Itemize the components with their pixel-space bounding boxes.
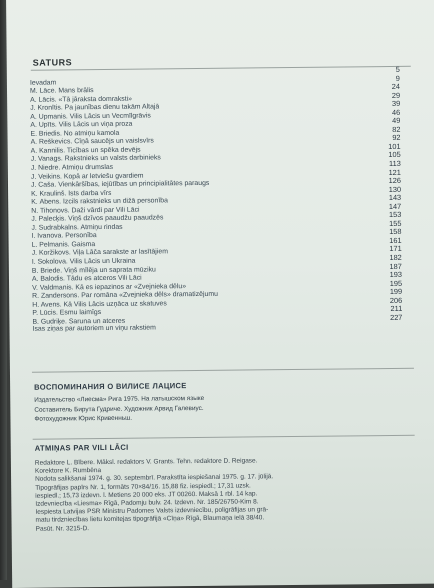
toc-entry-page: 39 bbox=[376, 100, 400, 109]
toc-entry-page: 158 bbox=[377, 228, 401, 237]
toc-entry-title: A. Upīts. Vilis Lācis un viņa proza bbox=[30, 121, 132, 131]
toc-entry-title: K. Ābens. Izcils rakstnieks un dižā personība bbox=[31, 198, 168, 208]
toc-entry-page: 199 bbox=[378, 288, 402, 297]
toc-entry-title: L. Pelmanis. Gaisma bbox=[32, 241, 96, 250]
toc-entry-title: B. Briede. Viņš mīlēja un saprata mūziku bbox=[32, 266, 156, 276]
toc-entry-title: J. Niedre. Atmiņu drumslas bbox=[31, 164, 113, 173]
toc-entry-page: 101 bbox=[377, 143, 401, 152]
toc-entry-title: J. Koržikovs. Viļa Lāča sarakste ar lasītājiem bbox=[32, 249, 168, 259]
toc-entry-page: 24 bbox=[376, 83, 400, 92]
toc-entry-title: J. Palecķis. Viņš dzīvos paaudžu paaudzēs bbox=[31, 215, 163, 225]
toc-entry-title: J. Sudrabkalns. Atmiņu rindas bbox=[31, 224, 122, 234]
imprint-line: Pasūt. Nr. 3215-D. bbox=[36, 521, 422, 533]
imprint-line: Izdevniecība «Liesma» Rīgā, Padomju bulv. 24. Izdevn. Nr. 185/26750-Kim 8. bbox=[35, 497, 421, 509]
toc-entry-title: A. Balodis. Tādu es atceros Vili Lāci bbox=[32, 275, 142, 285]
toc-entry-page: 29 bbox=[376, 92, 400, 101]
toc-entry-title: A. Lācis. «Tā jāraksta domraksti» bbox=[30, 95, 132, 105]
toc-entry-page: 113 bbox=[377, 160, 401, 169]
toc-entry-page: 121 bbox=[377, 168, 401, 177]
toc-entry-page: 171 bbox=[378, 245, 402, 254]
toc-entry-title: A. Upmanis. Vilis Lācis un Vecmīlgrāvis bbox=[30, 112, 151, 122]
book-page bbox=[6, 0, 434, 588]
toc-entry-page: 187 bbox=[378, 262, 402, 271]
toc-entry-page: 92 bbox=[376, 134, 400, 143]
toc-entry-title: Īsas ziņas par autoriem un viņu rakstiem bbox=[32, 325, 155, 335]
toc-entry-title: E. Briedis. No atmiņu kamola bbox=[30, 130, 119, 139]
toc-entry-page: 206 bbox=[378, 297, 402, 306]
toc-entry-title: V. Valdmanis. Kā es iepazinos ar «Zvejnieka dēlu» bbox=[32, 283, 186, 293]
toc-entry-page: 105 bbox=[377, 151, 401, 160]
imprint-line: Iespiesta Latvijas PSR Ministru Padomes Valsts izdevniecību, poligrāfijas un grā- bbox=[35, 505, 421, 517]
table-of-contents bbox=[30, 66, 403, 335]
toc-entry-page: 147 bbox=[377, 203, 401, 212]
toc-entry-page: 193 bbox=[378, 271, 402, 280]
latvian-imprint bbox=[35, 456, 422, 534]
imprint-line: Redaktore L. Bībere. Māksl. redaktors V. Grants. Tehn. redaktore D. Reigase. bbox=[35, 456, 421, 468]
toc-entry-page: 161 bbox=[378, 237, 402, 246]
imprint-line: Tipogrāfijas papīrs Nr. 1, formāts 70×84/16. 15,88 fiz. iespiedl.; 17,31 uzsk. bbox=[35, 480, 421, 492]
lower-rule bbox=[33, 435, 415, 440]
imprint-line: matu tirdzniecības lietu komitejas tipogrāfijā «Cīņa» Rīgā, Blaumaņa ielā 38/40. bbox=[35, 513, 421, 525]
toc-entry-title: J. Veikins. Kopā ar letviešu gvardiem bbox=[31, 172, 144, 182]
toc-entry-title: J. Čaša. Vienkāršības, iejūtības un principialitātes paraugs bbox=[31, 180, 209, 190]
toc-entry-page: 5 bbox=[376, 66, 400, 75]
latvian-title: ATMIŅAS PAR VILI LĀCI bbox=[35, 443, 129, 453]
toc-entry-title: N. Tihonovs. Daži vārdi par Vili Lāci bbox=[31, 206, 139, 216]
toc-entry-page: 49 bbox=[376, 117, 400, 126]
russian-line: Составитель Бирута Гудриче. Художник Арвид Галевиус. bbox=[34, 401, 414, 415]
toc-entry-title: A. Reškevics. Cīņā saucējs un vaislsvīrs bbox=[31, 138, 154, 148]
russian-imprint bbox=[34, 379, 414, 425]
toc-entry-page: 130 bbox=[377, 186, 401, 195]
toc-entry-title: Ievadam bbox=[30, 79, 57, 88]
page-shadow-edge bbox=[0, 0, 7, 580]
toc-entry-page: 82 bbox=[376, 126, 400, 135]
toc-entry-title: B. Gudriķe. Saruna un atceres bbox=[32, 318, 125, 328]
toc-entry-title: K. Kraulinš. Īsts darba vīrs bbox=[31, 190, 112, 199]
toc-entry-title: I. Sokolova. Vilis Lācis un Ukraina bbox=[32, 258, 136, 268]
russian-title: ВОСПОМИНАНИЯ О ВИЛИСЕ ЛАЦИСЕ bbox=[34, 379, 414, 392]
toc-entry-title: P. Lūcis. Esmu laimīgs bbox=[32, 309, 101, 318]
toc-entry-page: 46 bbox=[376, 109, 400, 118]
toc-entry-page: 155 bbox=[377, 220, 401, 229]
toc-entry-page: 153 bbox=[377, 211, 401, 220]
toc-entry-page: 195 bbox=[378, 280, 402, 289]
toc-entry-title: J. Vanags. Rakstnieks un valsts darbinieks bbox=[31, 155, 161, 165]
russian-line: Фотохудожник Юрис Кривенньш. bbox=[34, 411, 414, 425]
contents-heading: SATURS bbox=[33, 57, 72, 67]
middle-rule bbox=[32, 368, 414, 373]
toc-entry-page: 211 bbox=[378, 305, 402, 314]
toc-entry-title: J. Kronītis. Pa jaunības dienu takām Altajā bbox=[30, 104, 159, 114]
imprint-line: iespiedl.; 15,73 izdevn. l. Metiens 20 000 eks. JT 00260. Maksā 1 rbl. 14 kap. bbox=[35, 488, 421, 500]
toc-entry-page: 182 bbox=[378, 254, 402, 263]
toc-entry-page: 227 bbox=[378, 314, 402, 323]
toc-entry-page: 9 bbox=[376, 74, 400, 83]
toc-entry-page: 126 bbox=[377, 177, 401, 186]
imprint-line: Korektore K. Rumbēna bbox=[35, 464, 421, 476]
toc-entry-title: M. Lāce. Mans brālis bbox=[30, 87, 94, 96]
toc-entry-title: A. Kannilis. Ticības un spēka devējs bbox=[31, 147, 141, 157]
russian-line: Издательство «Лиесма» Рига 1975. На латышском языке bbox=[34, 392, 414, 406]
imprint-line: Nodota salikšanai 1974. g. 30. septembrī. Parakstīta iespiešanai 1975. g. 17. jūlijā. bbox=[35, 472, 421, 484]
toc-entry-title: H. Avens. Kā Vilis Lācis uzņāca uz skatuves bbox=[32, 300, 167, 310]
toc-entry-title: I. Ivanova. Personība bbox=[32, 232, 97, 241]
toc-entry-title: R. Zandersons. Par romāna «Zvejnieka dēls» dramatizējumu bbox=[32, 291, 218, 301]
toc-entry-page: 143 bbox=[377, 194, 401, 203]
